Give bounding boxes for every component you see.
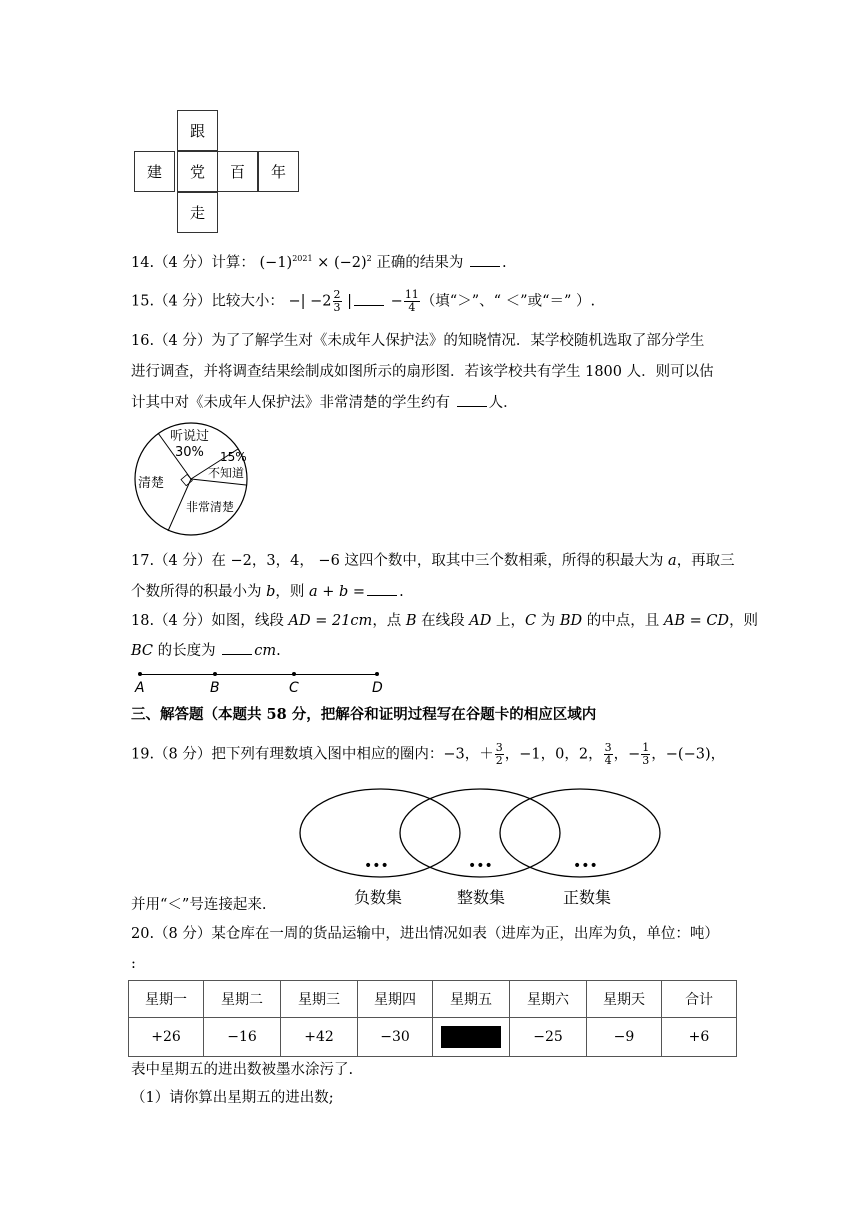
net-cell-center: 党 [177,151,218,192]
fraction-num: 2 [333,288,341,301]
table-cell: +6 [662,1018,737,1057]
table-cell: −25 [510,1018,587,1057]
q18-l2a: 的长度为 [153,643,221,659]
fraction [604,742,613,767]
label-positive-set: 正数集 [563,888,612,907]
q14-exp1: 2021 [292,254,313,263]
q18-ad: AD = 21cm [288,613,373,629]
section-3-heading: 三、解答题（本题共 58 分，把解谷和证明过程写在谷题卡的相应区域内 [131,706,597,723]
segment-line [140,674,378,675]
label-D: D [372,680,383,696]
q18-l1f: 的中点，且 [582,613,664,629]
label-B: B [210,680,220,696]
q14-suffix: 正确的结果为 [371,254,464,271]
table-cell-ink-smudge [433,1018,510,1057]
fraction-den: 4 [604,754,612,767]
answer-blank[interactable] [457,394,487,407]
q18-abcd: AB = CD [663,613,730,629]
q17-a: a [668,553,677,569]
q15-c: − [386,293,403,310]
fraction-den: 2 [495,754,503,767]
question-19 [131,742,725,767]
q19-l1: 19.（8 分）把下列有理数填入图中相应的圈内：−3，＋ [131,746,494,763]
q14-mid: × (−2) [312,254,367,271]
q18-l1e: 为 [536,613,560,629]
label-C: C [289,680,299,696]
point-A [138,672,142,676]
q16-l3a: 计其中对《未成年人保护法》非常清楚的学生约有 [131,395,450,411]
ellipsis-negative: ••• [364,858,389,874]
table-header-cell: 星期六 [510,981,587,1018]
table-header-cell: 星期二 [204,981,281,1018]
q18-l1c: 在线段 [416,613,470,629]
fraction [495,742,504,767]
shipment-table [128,980,737,1057]
q14-prefix: 14.（4 分）计算： [131,254,255,271]
table-cell: +26 [129,1018,204,1057]
question-20-note: 表中星期五的进出数被墨水涂污了. [131,1062,354,1078]
pie-label-unknown: 不知道 [208,466,245,480]
q19-l1b: ，−1，0，2， [504,746,603,763]
net-cell-bottom: 走 [177,192,218,233]
fraction [641,742,650,767]
label-negative-set: 负数集 [354,888,403,907]
point-C [292,672,296,676]
net-cell-top: 跟 [177,110,218,151]
fraction-num: 3 [604,741,612,754]
answer-blank[interactable] [470,254,500,267]
question-17-line-1 [131,553,735,569]
fraction-num: 1 [642,741,650,754]
q18-BC: BC [131,643,154,659]
table-header-cell: 星期三 [281,981,358,1018]
table-header-cell: 星期四 [358,981,433,1018]
q17-l2b: ，则 [275,584,310,600]
q18-l1g: ，则 [729,613,759,629]
net-cell-right2: 年 [258,151,299,192]
fraction-den: 4 [408,301,416,314]
pie-label-very-clear: 非常清楚 [186,500,235,514]
q17-l1a: 17.（4 分）在 −2，3，4， −6 这四个数中，取其中三个数相乘，所得的积最大为 [131,553,669,569]
pie-label-heard: 听说过 [170,429,210,444]
fraction [404,289,420,314]
answer-blank[interactable] [367,583,397,596]
answer-blank[interactable] [354,293,384,306]
table-row [129,1018,737,1057]
pie-label-clear: 清楚 [138,476,165,491]
table-cell: −30 [358,1018,433,1057]
question-16-line-1: 16.（4 分）为了了解学生对《未成年人保护法》的知晓情况．某学校随机选取了部分学生 [131,333,705,349]
table-header-cell: 星期一 [129,981,204,1018]
fraction-den: 3 [333,301,341,314]
q14-exp2: 2 [366,254,372,263]
question-18-line-2 [131,642,281,659]
fraction [333,289,342,314]
q18-AD2: AD [469,613,492,629]
q19-l1d: ，−(−3)， [651,746,726,763]
q15-a: −| −2 [288,293,332,310]
question-20-line-1: 20.（8 分）某仓库在一周的货品运输中，进出情况如表（进库为正，出库为负，单位：吨） [131,926,719,942]
label-integer-set: 整数集 [457,888,506,907]
table-header-cell: 星期五 [433,981,510,1018]
q18-BD: BD [559,613,583,629]
question-15 [131,289,595,314]
q17-l2c: . [399,584,404,600]
q18-cm: cm [254,643,277,659]
ink-smudge [441,1026,501,1048]
q15-suffix: （填“＞”、“ ＜”或“＝” ）. [420,293,596,310]
table-cell: −16 [204,1018,281,1057]
question-16-line-2: 进行调查，并将调查结果绘制成如图所示的扇形图．若该学校共有学生 1800 人．则可以估 [131,364,714,380]
question-16-line-3 [131,394,518,411]
q15-prefix: 15.（4 分）比较大小： [131,293,284,310]
pie-chart [128,421,258,539]
table-cell: +42 [281,1018,358,1057]
q18-l1a: 18.（4 分）如图，线段 [131,613,289,629]
table-header-row [129,981,737,1018]
pie-pct-unknown: 15% [220,450,247,464]
q16-l3b: 人． [488,395,518,411]
q18-l2b: . [276,643,281,659]
q18-C: C [525,613,537,629]
q18-l1b: ，点 [372,613,406,629]
fraction-num: 3 [495,741,503,754]
table-cell: −9 [587,1018,662,1057]
ellipsis-positive: ••• [573,858,598,874]
q19-l1c: ，− [613,746,641,763]
q17-l1b: ，再取三 [676,553,735,569]
net-cell-left: 建 [134,151,175,192]
point-D [375,672,379,676]
table-header-cell: 合计 [662,981,737,1018]
q17-ab: a + b = [309,584,366,600]
net-cell-right1: 百 [217,151,258,192]
q18-B: B [405,613,417,629]
q17-b: b [266,584,276,600]
question-19-line-2: 并用“＜”号连接起来. [131,897,267,913]
venn-diagram [296,786,664,910]
question-18-line-1 [131,613,758,629]
question-14 [131,251,507,271]
q15-b: | [342,293,353,310]
pie-pct-heard: 30% [175,445,204,460]
fraction-den: 3 [642,754,650,767]
q18-l1d: 上， [491,613,526,629]
point-B [213,672,217,676]
question-17-line-2 [131,583,404,600]
q14-end: . [501,254,507,271]
question-20-colon: : [131,956,136,972]
ellipsis-integer: ••• [468,858,493,874]
question-20-sub-1: （1）请你算出星期五的进出数; [131,1090,334,1106]
fraction-num: 11 [404,288,419,301]
q14-expr: (−1) [259,254,293,271]
table-header-cell: 星期天 [587,981,662,1018]
q17-l2a: 个数所得的积最小为 [131,584,267,600]
answer-blank[interactable] [222,642,252,655]
label-A: A [135,680,145,696]
